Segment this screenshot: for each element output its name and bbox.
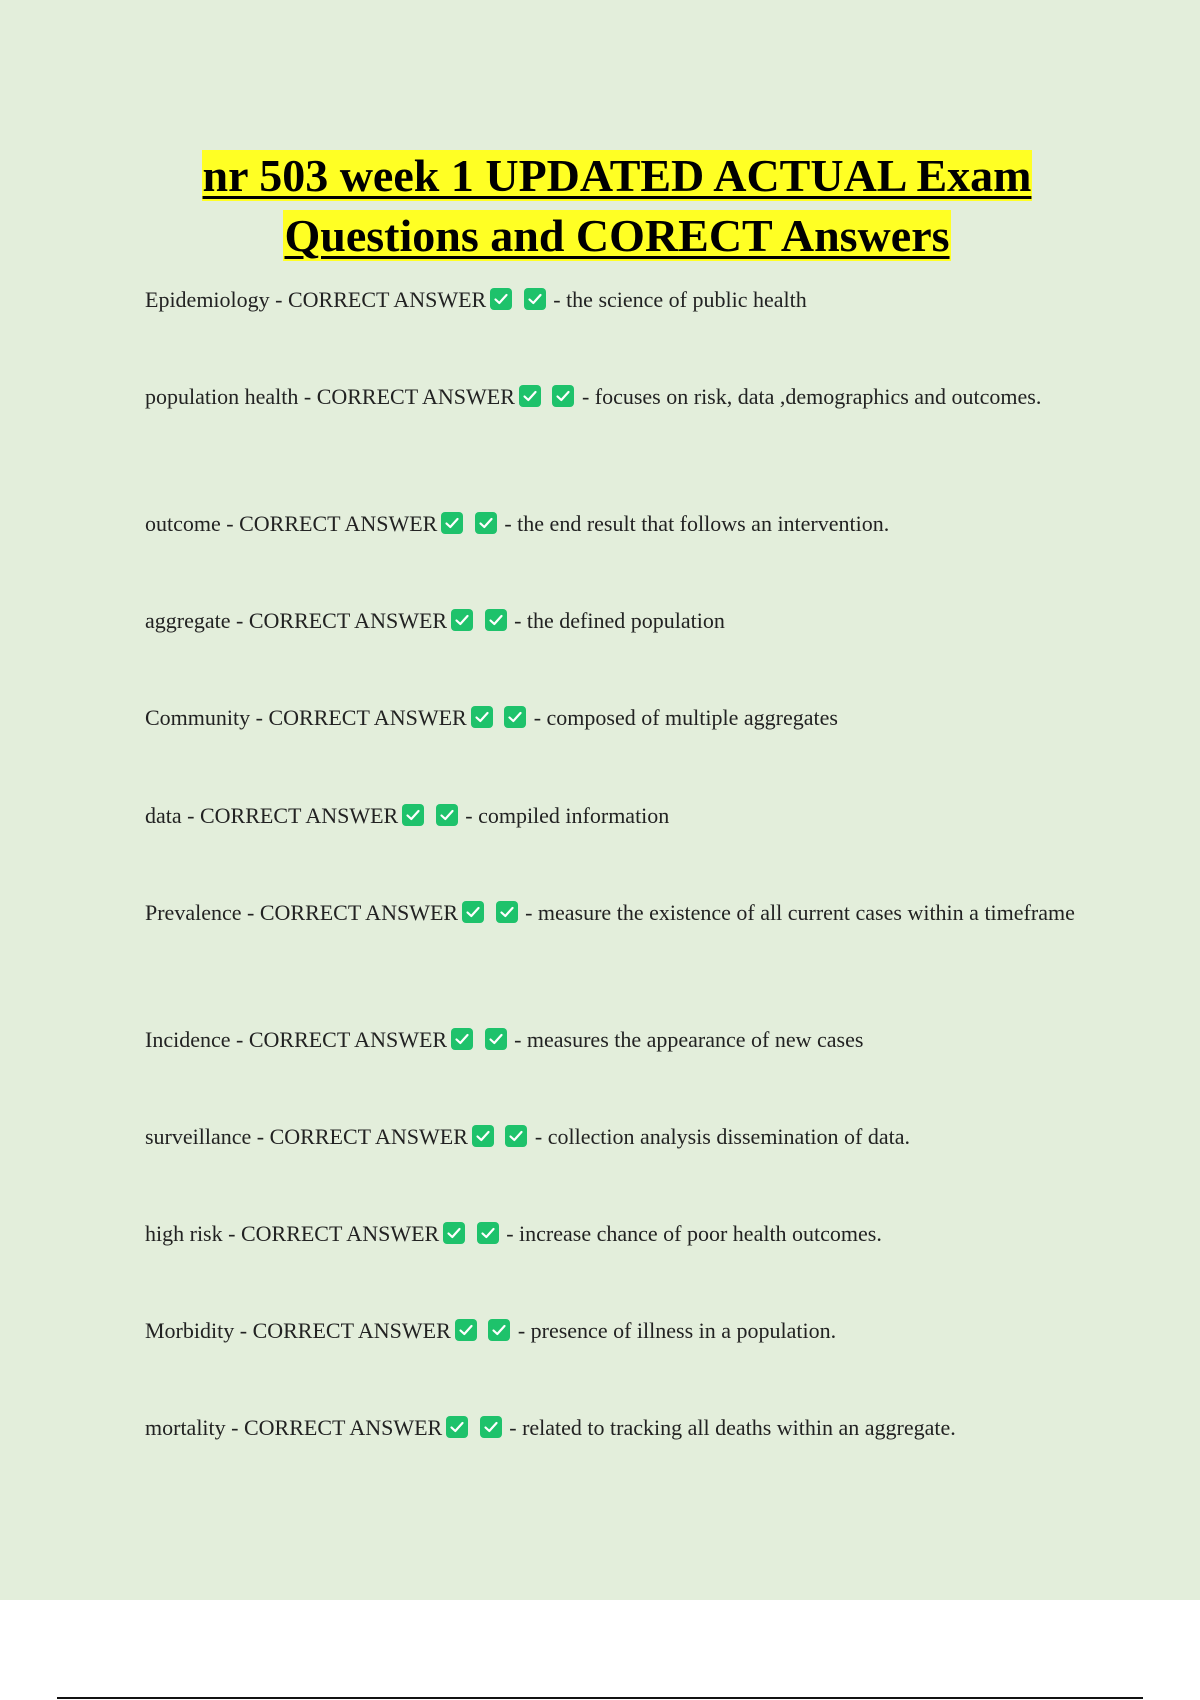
qa-term: data: [145, 803, 182, 828]
qa-label: CORRECT ANSWER: [199, 803, 399, 828]
check-icon: [485, 1028, 507, 1050]
check-icon: [451, 609, 473, 631]
check-icon: [504, 706, 526, 728]
check-icon: [455, 1319, 477, 1341]
qa-answer: focuses on risk, data ,demographics and outcomes.: [594, 384, 1042, 409]
check-icon: [475, 512, 497, 534]
qa-label: CORRECT ANSWER: [259, 900, 459, 925]
check-icon: [552, 385, 574, 407]
title-line-1: nr 503 week 1 UPDATED ACTUAL Exam: [202, 150, 1032, 201]
check-icon: [402, 804, 424, 826]
qa-label: CORRECT ANSWER: [287, 287, 487, 312]
qa-answer: collection analysis dissemination of data.: [547, 1124, 911, 1149]
check-icon: [471, 706, 493, 728]
qa-answer: the defined population: [526, 608, 725, 633]
qa-item: outcome - CORRECT ANSWER - the end result that follows an intervention.: [145, 511, 890, 536]
qa-answer: composed of multiple aggregates: [546, 705, 838, 730]
qa-item: mortality - CORRECT ANSWER - related to tracking all deaths within an aggregate.: [145, 1415, 956, 1440]
footer-divider: [57, 1697, 1143, 1699]
qa-item: population health - CORRECT ANSWER - focuses on risk, data ,demographics and outcomes.: [145, 384, 1042, 409]
check-icon: [490, 288, 512, 310]
qa-item: data - CORRECT ANSWER - compiled information: [145, 803, 670, 828]
qa-term: Epidemiology: [145, 287, 270, 312]
qa-term: Morbidity: [145, 1318, 235, 1343]
qa-term: outcome: [145, 511, 221, 536]
check-icon: [441, 512, 463, 534]
check-icon: [436, 804, 458, 826]
qa-label: CORRECT ANSWER: [239, 511, 438, 536]
qa-item: Prevalence - CORRECT ANSWER - measure the existence of all current cases within a timeframe: [145, 900, 1075, 925]
qa-answer: the end result that follows an intervention.: [517, 511, 890, 536]
qa-item: Community - CORRECT ANSWER - composed of multiple aggregates: [145, 705, 838, 730]
check-icon: [485, 609, 507, 631]
check-icon: [462, 901, 484, 923]
document-title: [0, 146, 1200, 266]
check-icon: [505, 1125, 527, 1147]
qa-answer: related to tracking all deaths within an aggregate.: [522, 1415, 956, 1440]
qa-label: CORRECT ANSWER: [316, 384, 515, 409]
qa-label: CORRECT ANSWER: [269, 1124, 468, 1149]
qa-label: CORRECT ANSWER: [248, 1027, 448, 1052]
qa-answer: the science of public health: [566, 287, 807, 312]
check-icon: [480, 1416, 502, 1438]
qa-term: population health: [145, 384, 299, 409]
qa-item: aggregate - CORRECT ANSWER - the defined population: [145, 608, 725, 633]
check-icon: [519, 385, 541, 407]
qa-answer: compiled information: [478, 803, 670, 828]
qa-label: CORRECT ANSWER: [252, 1318, 451, 1343]
check-icon: [472, 1125, 494, 1147]
qa-item: Epidemiology - CORRECT ANSWER - the science of public health: [145, 287, 807, 312]
check-icon: [524, 288, 546, 310]
qa-label: CORRECT ANSWER: [268, 705, 467, 730]
qa-term: aggregate: [145, 608, 231, 633]
check-icon: [477, 1222, 499, 1244]
qa-item: surveillance - CORRECT ANSWER - collection analysis dissemination of data.: [145, 1124, 911, 1149]
qa-answer: measure the existence of all current cases within a timeframe: [537, 900, 1075, 925]
title-line-2: Questions and CORECT Answers: [284, 210, 950, 261]
qa-label: CORRECT ANSWER: [243, 1415, 443, 1440]
qa-item: Incidence - CORRECT ANSWER - measures the appearance of new cases: [145, 1027, 864, 1052]
qa-term: high risk: [145, 1221, 223, 1246]
check-icon: [496, 901, 518, 923]
qa-label: CORRECT ANSWER: [240, 1221, 440, 1246]
qa-term: surveillance: [145, 1124, 252, 1149]
qa-label: CORRECT ANSWER: [248, 608, 448, 633]
qa-answer: increase chance of poor health outcomes.: [519, 1221, 882, 1246]
qa-term: Incidence: [145, 1027, 231, 1052]
qa-term: Community: [145, 705, 251, 730]
check-icon: [451, 1028, 473, 1050]
qa-term: Prevalence: [145, 900, 242, 925]
qa-item: high risk - CORRECT ANSWER - increase chance of poor health outcomes.: [145, 1221, 882, 1246]
check-icon: [488, 1319, 510, 1341]
check-icon: [446, 1416, 468, 1438]
check-icon: [443, 1222, 465, 1244]
qa-answer: presence of illness in a population.: [530, 1318, 837, 1343]
qa-answer: measures the appearance of new cases: [526, 1027, 864, 1052]
qa-item: Morbidity - CORRECT ANSWER - presence of illness in a population.: [145, 1318, 837, 1343]
qa-term: mortality: [145, 1415, 226, 1440]
